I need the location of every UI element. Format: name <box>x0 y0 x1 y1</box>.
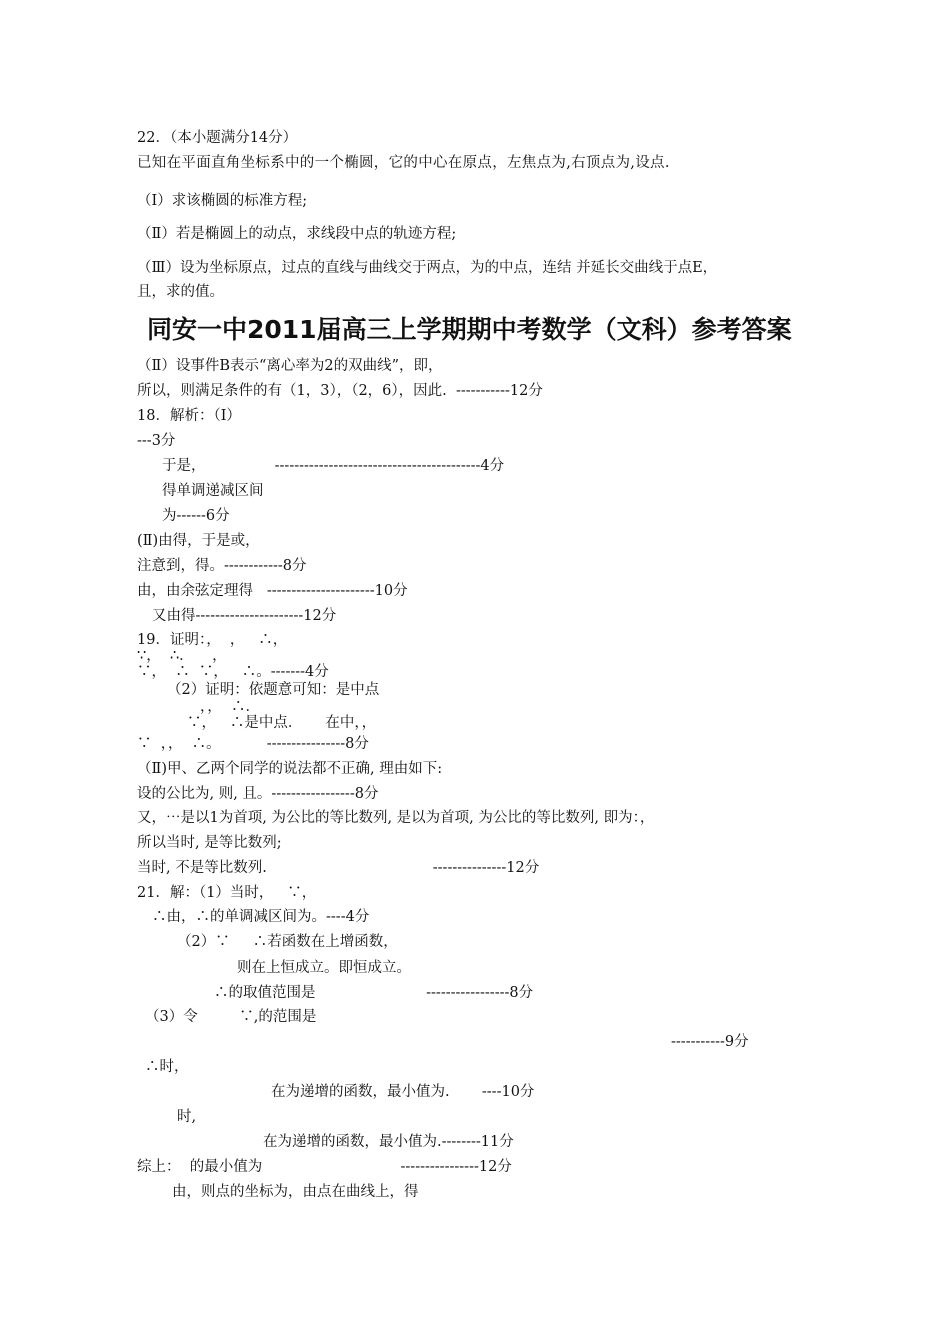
answer-line: 又由得----------------------12分 <box>152 608 337 624</box>
answer-line: 在为递增的函数，最小值为. ----10分 <box>271 1084 535 1100</box>
answer-line: 时, <box>177 1109 197 1125</box>
problem-22-part-3: （Ⅲ）设为坐标原点，过点的直线与曲线交于两点，为的中点，连结 并延长交曲线于点E， <box>137 260 718 276</box>
answer-line: 得单调递减区间 <box>162 483 264 499</box>
answer-line: -----------9分 <box>671 1034 749 1050</box>
answer-line: 由，由余弦定理得 ----------------------10分 <box>137 583 408 599</box>
answer-line: 又，⋯是以1为首项, 为公比的等比数列, 是以为首项, 为公比的等比数列, 即为：， <box>137 810 655 826</box>
answer-line: 则在上恒成立。即恒成立。 <box>237 960 411 976</box>
answer-line: 当时, 不是等比数列. ---------------12分 <box>137 860 540 876</box>
answer-line: ---3分 <box>137 433 176 449</box>
answer-line: ∴的取值范围是 -----------------8分 <box>214 985 534 1001</box>
problem-22-part-3-cont: 且，求的值。 <box>137 284 224 300</box>
answer-line: ∵， ∴． ， <box>137 648 227 664</box>
answer-line: 在为递增的函数，最小值为.--------11分 <box>263 1134 514 1150</box>
answer-line: 为------6分 <box>162 508 230 524</box>
answer-line: 18．解析：（Ⅰ） <box>137 408 241 424</box>
problem-22-statement: 已知在平面直角坐标系中的一个椭圆，它的中心在原点，左焦点为,右顶点为,设点. <box>137 155 670 171</box>
answer-line: （Ⅱ)甲、乙两个同学的说法都不正确, 理由如下: <box>137 761 443 777</box>
answer-line: （Ⅱ）设事件B表示“离心率为2的双曲线”，即， <box>137 358 443 374</box>
problem-22-part-2: （Ⅱ）若是椭圆上的动点，求线段中点的轨迹方程; <box>137 226 457 242</box>
answer-line: 所以，则满足条件的有（1，3），（2，6），因此. -----------12分 <box>137 383 543 399</box>
document-title: 同安一中2011届高三上学期期中考数学（文科）参考答案 <box>147 315 792 344</box>
answer-line: （2）证明：依题意可知：是中点 <box>167 682 380 698</box>
problem-22-header: 22．（本小题满分14分） <box>137 130 298 146</box>
answer-line: ∴由，∴的单调减区间为。----4分 <box>152 909 370 925</box>
answer-line: 由，则点的坐标为，由点在曲线上，得 <box>172 1184 419 1200</box>
answer-line: 于是， ------------------------------------------4分 <box>162 458 505 474</box>
answer-line: 设的公比为, 则, 且。-----------------8分 <box>137 786 379 802</box>
answer-line: 综上： 的最小值为 ----------------12分 <box>137 1159 512 1175</box>
answer-line: ∵ ，， ∴。 ----------------8分 <box>137 736 369 752</box>
answer-line: (Ⅱ)由得，于是或， <box>137 533 260 549</box>
answer-line: 所以当时, 是等比数列; <box>137 835 282 851</box>
answer-line: 21．解：（1）当时， ∵， <box>137 885 317 901</box>
answer-line: ∴时， <box>145 1059 189 1075</box>
answer-line: ∵， ∴ ∵， ∴。-------4分 <box>137 664 329 680</box>
answer-line: 19．证明：， ， ∴， <box>137 632 288 648</box>
answer-line: ∵， ∴是中点． 在中，， <box>187 715 377 731</box>
problem-22-part-1: （Ⅰ）求该椭圆的标准方程; <box>137 193 308 209</box>
answer-line: （2）∵ ∴若函数在上增函数， <box>177 934 398 950</box>
answer-line: （3）令 ∵,的范围是 <box>145 1009 317 1025</box>
answer-line: 注意到，得。------------8分 <box>137 558 307 574</box>
answer-line: ，， ∴． <box>200 699 260 715</box>
